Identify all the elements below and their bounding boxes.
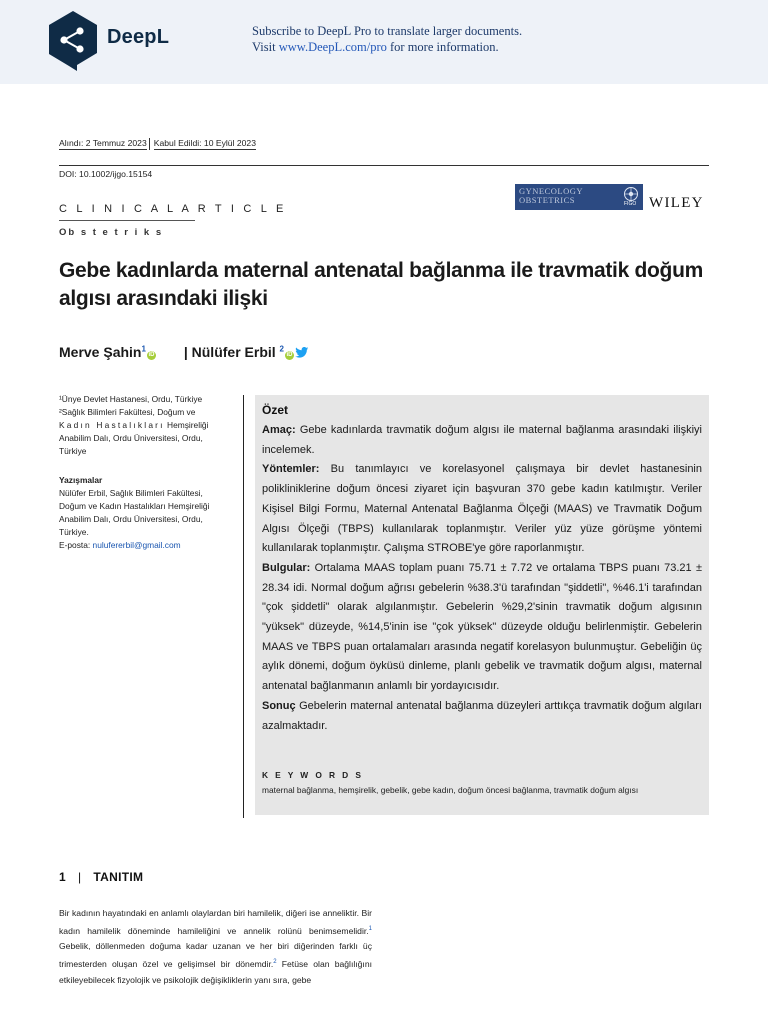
promo-line-2	[252, 40, 522, 56]
date-separator	[149, 138, 150, 150]
affiliation-2-rest: Hemşireliği	[164, 420, 209, 430]
section-title: TANITIM	[93, 870, 144, 884]
author-2-affiliation-ref[interactable]: 2	[279, 344, 284, 354]
affiliation-1: ¹Ünye Devlet Hastanesi, Ordu, Türkiye	[59, 394, 203, 404]
results-text: Ortalama MAAS toplam puanı 75.71 ± 7.72 ve ortalama TBPS puanı 73.21 ± 28.34 idi. Normal doğum ağrısı gebelerin %38.3'ü tarafından "şiddetli", %46.1'i tarafından "çok şiddetli" olarak algılanmıştır. Gebelerin %29,2'sinin travmatik doğum algısının "yüksek" düzeyde, %14,5'inin ise "çok yüksek" düzeyde olduğu belirlenmiştir. Gebelerin MAAS ve TBPS puan ortalamaları arasında negatif korelasyon bulunmuştur. Gebeliğin üç aylık dönemi, doğum öyküsü dinleme, planlı gebelik ve travmatik doğum algısı, maternal antenatal bağlanmanın anlamlı bir yordayıcısıdır.	[262, 561, 702, 693]
header-divider	[59, 165, 709, 166]
methods-label: Yöntemler:	[262, 463, 320, 476]
author-1[interactable]: Merve Şahin	[59, 344, 142, 360]
methods-text: Bu tanımlayıcı ve korelasyonel çalışmaya bir devlet hastanesinin polikliniklerine doğum öncesi ziyaret için başvuran 370 gebe kadın katılmıştır. Veriler Kişisel Bilgi Formu, Maternal Antenatal Bağlanma Ölçeği (MAAS) ve Travmatik Doğum Algısı Ölçeği (TBPS) kullanılarak toplanmıştır. Veriler yüz yüze görüşme yöntemi kullanılarak toplanmıştır. Çalışma STROBE'ye göre raporlanmıştır.	[262, 463, 702, 555]
abstract-body	[262, 421, 702, 736]
author-separator: |	[183, 344, 188, 360]
affiliation-2-line-4: Türkiye	[59, 446, 87, 456]
abstract-methods	[262, 460, 702, 559]
deepl-pro-link[interactable]: www.DeepL.com/pro	[278, 39, 387, 54]
affiliation-2-spaced-text: Kadın Hastalıkları	[59, 420, 165, 430]
author-list	[59, 344, 309, 360]
correspondence-line-1: Nülüfer Erbil, Sağlık Bilimleri Fakültesi,	[59, 488, 203, 498]
twitter-icon[interactable]	[295, 347, 309, 358]
journal-logo	[515, 184, 643, 210]
abstract-conclusion	[262, 697, 702, 736]
section-number: 1	[59, 870, 66, 884]
accepted-date: Kabul Edildi: 10 Eylül 2023	[153, 138, 256, 148]
intro-text	[59, 906, 372, 989]
correspondence-line-4: Türkiye.	[59, 527, 89, 537]
keywords-heading: K E Y W O R D S	[262, 770, 364, 780]
keywords: maternal bağlanma, hemşirelik, gebelik, gebe kadın, doğum öncesi bağlanma, travmatik doğum algısı	[262, 785, 639, 795]
correspondence-line-2: Doğum ve Kadın Hastalıkları Hemşireliği	[59, 501, 210, 511]
correspondence	[59, 487, 229, 552]
abstract-results	[262, 559, 702, 697]
conclusion-text: Gebelerin maternal antenatal bağlanma düzeyleri arttıkça travmatik doğum algıları azalmaktadır.	[262, 699, 702, 732]
article-type-divider	[59, 220, 195, 221]
deepl-brand-name: DeepL	[107, 26, 170, 48]
author-2[interactable]: Nülüfer Erbil	[191, 344, 280, 360]
reference-2[interactable]: 2	[273, 959, 277, 966]
correspondence-email-line	[59, 539, 229, 552]
section-heading	[59, 870, 143, 884]
subscribe-promo	[252, 24, 522, 55]
conclusion-label: Sonuç	[262, 699, 296, 712]
orcid-icon[interactable]: iD	[148, 352, 155, 358]
affiliation-2-line-1: ²Sağlık Bilimleri Fakültesi, Doğum ve	[59, 407, 196, 417]
promo-line-1: Subscribe to DeepL Pro to translate larger documents.	[252, 24, 523, 38]
article-subject: Ob s t e t r i k s	[59, 227, 164, 238]
email-label: E-posta:	[59, 540, 93, 550]
email-link[interactable]: nulufererbil@gmail.com	[92, 540, 181, 550]
intro-text-part-3: Fetüse olan bağlılığını etkileyebilecek fizyolojik ve psikolojik değişikliklerin yanı sıra, gebe	[59, 959, 372, 985]
doi[interactable]: DOI: 10.1002/ijgo.15154	[59, 169, 153, 179]
article-dates	[59, 138, 256, 150]
article-title: Gebe kadınlarda maternal antenatal bağlanma ile travmatik doğum algısı arasındaki ilişki	[59, 259, 703, 310]
deepl-logo-icon	[47, 10, 99, 72]
author-1-affiliation-ref[interactable]: 1	[141, 344, 146, 354]
deepl-banner	[0, 0, 768, 84]
abstract-box	[255, 395, 709, 815]
section-separator: |	[77, 870, 82, 884]
correspondence-line-3: Anabilim Dalı, Ordu Üniversitesi, Ordu,	[59, 514, 203, 524]
aim-label: Amaç:	[262, 424, 296, 436]
promo-visit-text: Visit	[252, 39, 279, 54]
introduction-paragraph	[59, 906, 372, 989]
affiliation-2-line-3: Anabilim Dalı, Ordu Üniversitesi, Ordu,	[59, 433, 203, 443]
affiliations	[59, 393, 229, 458]
received-date: Alındı: 2 Temmuz 2023	[59, 138, 147, 148]
intro-text-part-1: Bir kadının hayatındaki en anlamlı olaylardan biri hamilelik, diğeri ise annelik​tir. Bir kadın hamilelik döneminde hamileliğini ve annelik rolünü benimsemelidir.	[59, 908, 372, 936]
article-type: C L I N I C A L A R T I C L E	[59, 203, 287, 215]
orcid-icon[interactable]: iD	[286, 352, 293, 358]
wiley-logo: WILEY	[649, 195, 704, 211]
correspondence-heading: Yazışmalar	[59, 475, 103, 485]
abstract-left-rule	[243, 395, 244, 818]
promo-more-info-text: for more information.	[386, 39, 499, 54]
affiliation-2-line-2	[59, 419, 229, 432]
reference-1[interactable]: 1	[368, 925, 372, 932]
intro-text-part-2: Gebelik, döllenmeden doğuma kadar uzanan ve her biri diğerinden farklı üç trimesterden oluşan özel ve gelişimsel bir dönemdir.	[59, 941, 372, 970]
results-label: Bulgular:	[262, 561, 311, 574]
aim-text: Gebe kadınlarda travmatik doğum algısı ile maternal bağlanma arasındaki ilişkiyi incelemek.	[262, 424, 702, 456]
abstract-aim	[262, 421, 702, 460]
abstract-heading: Özet	[262, 403, 289, 417]
journal-logo-title: GYNECOLOGY OBSTETRICS	[519, 186, 583, 205]
figo-label: FIGO	[624, 201, 637, 207]
